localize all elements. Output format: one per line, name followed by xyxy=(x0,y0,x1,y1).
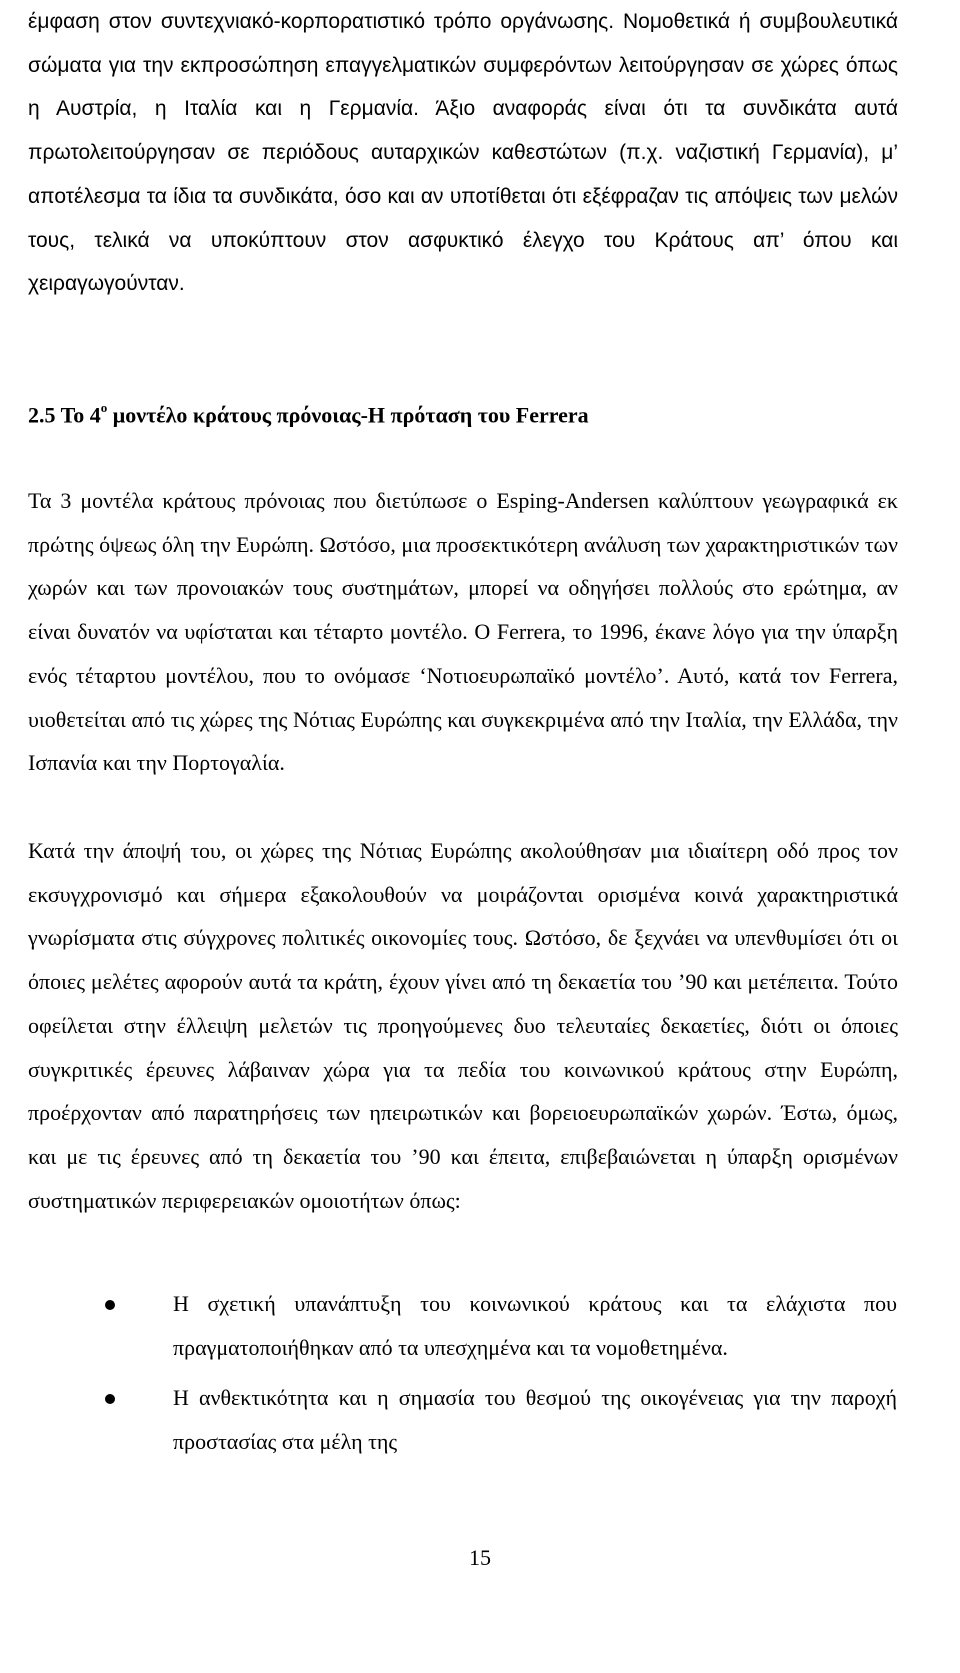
paragraph-ferrera-view: Κατά την άποψή του, οι χώρες της Νότιας Ευρώπης ακολούθησαν μια ιδιαίτερη οδό προς τον εκσυγχρονισμό και σήμερα εξακολουθούν να μοιράζονται ορισμένα κοινά χαρακτηριστικά γνωρίσματα στις σύγχρονες πολιτικές οικονομίες τους. Ωστόσο, δε ξεχνάει να υπενθυμίσει ότι οι όποιες μελέτες αφορούν αυτά τα κράτη, έχουν γίνει από τη δεκαετία του ’90 και μετέπειτα. Τούτο οφείλεται στην έλλειψη μελετών τις προηγούμενες δυο τελευταίες δεκαετίες, διότι οι όποιες συγκριτικές έρευνες λάβαιναν χώρα για τα πεδία του κοινωνικού κράτους στην Ευρώπη, προέρχονταν από παρατηρήσεις των ηπειρωτικών και βορειοευρωπαϊκών χωρών. Έστω, όμως, και με τις έρευνες από τη δεκαετία του ’90 και έπειτα, επιβεβαιώνεται η ύπαρξη ορισμένων συστηματικών περιφερειακών ομοιοτήτων όπως: xyxy=(28,838,898,1213)
heading-suffix: μοντέλο κράτους πρόνοιας-Η πρόταση του Ferrera xyxy=(107,402,589,428)
section-heading xyxy=(28,394,898,431)
heading-superscript: ο xyxy=(100,400,108,415)
list-item-text: Η ανθεκτικότητα και η σημασία του θεσμού της οικογένειας για την παροχή προστασίας στα μέλη της xyxy=(173,1385,897,1454)
heading-prefix: 2.5 Το 4 xyxy=(28,402,101,428)
paragraph-ferrera-intro: Τα 3 μοντέλα κράτους πρόνοιας που διετύπωσε ο Esping-Andersen καλύπτουν γεωγραφικά εκ πρώτης όψεως όλη την Ευρώπη. Ωστόσο, μια προσεκτικότερη ανάλυση των χαρακτηριστικών των χωρών και των προνοιακών τους συστημάτων, μπορεί να οδηγήσει πολλούς στο ερώτημα, αν είναι δυνατόν να υφίσταται και τέταρτο μοντέλο. Ο Ferrera, το 1996, έκανε λόγο για την ύπαρξη ενός τέταρτου μοντέλου, που το ονόμασε ‘Νοτιοευρωπαϊκό μοντέλο’. Αυτό, κατά τον Ferrera, υιοθετείται από τις χώρες της Νότιας Ευρώπης και συγκεκριμένα από την Ιταλία, την Ελλάδα, την Ισπανία και την Πορτογαλία. xyxy=(28,488,898,776)
paragraph-top: έμφαση στον συντεχνιακό-κορπορατιστικό τρόπο οργάνωσης. Νομοθετικά ή συμβουλευτικά σώματα για την εκπροσώπηση επαγγελματικών συμφερόντων λειτούργησαν σε χώρες όπως η Αυστρία, η Ιταλία και η Γερμανία. Άξιο αναφοράς είναι ότι τα συνδικάτα αυτά πρωτολειτούργησαν σε περιόδους αυταρχικών καθεστώτων (π.χ. ναζιστική Γερμανία), μ’ αποτέλεσμα τα ίδια τα συνδικάτα, όσο και αν υποτίθεται ότι εξέφραζαν τις απόψεις των μελών τους, τελικά να υποκύπτουν στον ασφυκτικό έλεγχο του Κράτους απ’ όπου και χειραγωγούνταν. xyxy=(28,10,898,296)
list-item-text: Η σχετική υπανάπτυξη του κοινωνικού κράτους και τα ελάχιστα που πραγματοποιήθηκαν από τα υπεσχημένα και τα νομοθετημένα. xyxy=(173,1291,897,1360)
page-number: 15 xyxy=(469,1545,491,1570)
bullet-dot-icon xyxy=(105,1394,115,1404)
bullet-dot-icon xyxy=(105,1300,115,1310)
